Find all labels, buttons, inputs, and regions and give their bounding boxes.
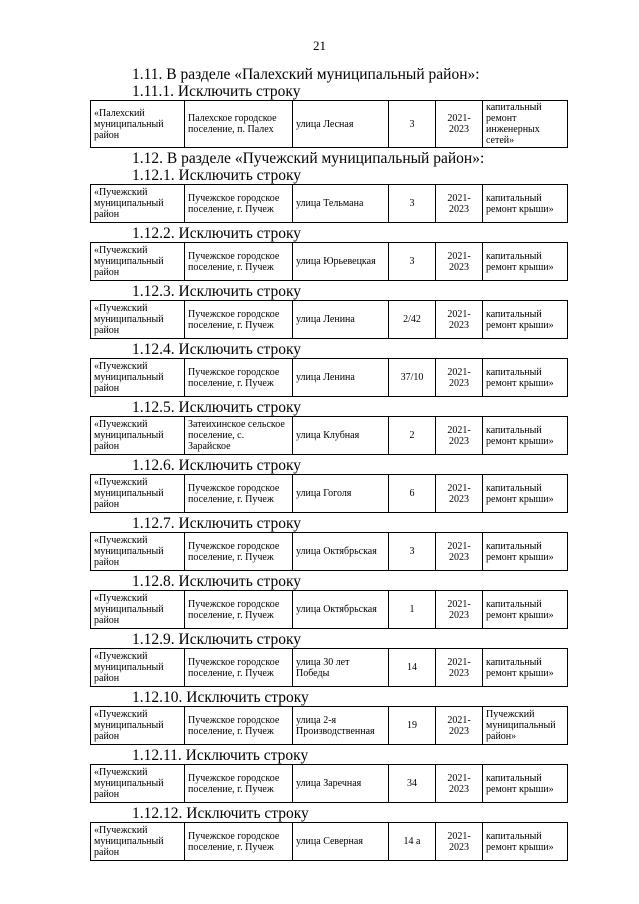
item-heading: 1.12.2. Исключить строку: [132, 225, 302, 242]
item-heading: 1.12.10. Исключить строку: [132, 689, 309, 706]
excluded-row-table: [90, 822, 568, 861]
item-heading: 1.12.12. Исключить строку: [132, 805, 309, 822]
excluded-row-table: [90, 474, 568, 513]
period-cell: 2021-2023: [436, 823, 483, 861]
street-cell: улица Лесная: [293, 101, 389, 148]
table-row: [91, 823, 568, 861]
house-number-cell: 6: [389, 475, 436, 513]
street-cell: улица 30 лет Победы: [293, 649, 389, 687]
street-cell: улица Заречная: [293, 765, 389, 803]
work-type-cell: капитальный ремонт крыши»: [483, 301, 568, 339]
work-type-cell: капитальный ремонт инженерных сетей»: [483, 101, 568, 148]
house-number-cell: 3: [389, 533, 436, 571]
settlement-cell: Пучежское городское поселение, г. Пучеж: [185, 707, 293, 745]
house-number-cell: 2/42: [389, 301, 436, 339]
district-cell: «Пучежский муниципальный район: [91, 185, 185, 223]
table-row: [91, 243, 568, 281]
street-cell: улица Ленина: [293, 359, 389, 397]
table-row: [91, 359, 568, 397]
excluded-row-table: [90, 532, 568, 571]
table-row: [91, 707, 568, 745]
section-title: 1.11. В разделе «Палехский муниципальный район»:: [132, 66, 480, 83]
item-heading: 1.12.7. Исключить строку: [132, 515, 302, 532]
settlement-cell: Пучежское городское поселение, г. Пучеж: [185, 649, 293, 687]
street-cell: улица Юрьевецкая: [293, 243, 389, 281]
work-type-cell: капитальный ремонт крыши»: [483, 243, 568, 281]
period-cell: 2021-2023: [436, 185, 483, 223]
settlement-cell: Затеихинское сельское поселение, с. Зарайское: [185, 417, 293, 455]
settlement-cell: Пучежское городское поселение, г. Пучеж: [185, 475, 293, 513]
period-cell: 2021-2023: [436, 417, 483, 455]
settlement-cell: Пучежское городское поселение, г. Пучеж: [185, 359, 293, 397]
street-cell: улица Октябрьская: [293, 533, 389, 571]
street-cell: улица 2-я Производственная: [293, 707, 389, 745]
district-cell: «Пучежский муниципальный район: [91, 359, 185, 397]
item-heading: 1.12.3. Исключить строку: [132, 283, 302, 300]
excluded-row-table: [90, 416, 568, 455]
period-cell: 2021-2023: [436, 649, 483, 687]
street-cell: улица Клубная: [293, 417, 389, 455]
house-number-cell: 14: [389, 649, 436, 687]
house-number-cell: 34: [389, 765, 436, 803]
excluded-row-table: [90, 242, 568, 281]
district-cell: «Пучежский муниципальный район: [91, 649, 185, 687]
excluded-row-table: [90, 648, 568, 687]
item-heading: 1.12.4. Исключить строку: [132, 341, 302, 358]
district-cell: «Пучежский муниципальный район: [91, 823, 185, 861]
table-row: [91, 101, 568, 148]
street-cell: улица Октябрьская: [293, 591, 389, 629]
street-cell: улица Северная: [293, 823, 389, 861]
period-cell: 2021-2023: [436, 475, 483, 513]
district-cell: «Пучежский муниципальный район: [91, 533, 185, 571]
street-cell: улица Тельмана: [293, 185, 389, 223]
item-heading: 1.12.8. Исключить строку: [132, 573, 302, 590]
table-row: [91, 649, 568, 687]
work-type-cell: капитальный ремонт крыши»: [483, 359, 568, 397]
district-cell: «Пучежский муниципальный район: [91, 707, 185, 745]
settlement-cell: Пучежское городское поселение, г. Пучеж: [185, 533, 293, 571]
work-type-cell: капитальный ремонт крыши»: [483, 533, 568, 571]
table-row: [91, 417, 568, 455]
house-number-cell: 2: [389, 417, 436, 455]
period-cell: 2021-2023: [436, 301, 483, 339]
settlement-cell: Пучежское городское поселение, г. Пучеж: [185, 591, 293, 629]
table-row: [91, 765, 568, 803]
work-type-cell: капитальный ремонт крыши»: [483, 649, 568, 687]
house-number-cell: 37/10: [389, 359, 436, 397]
district-cell: «Пучежский муниципальный район: [91, 301, 185, 339]
excluded-row-table: [90, 358, 568, 397]
house-number-cell: 3: [389, 101, 436, 148]
excluded-row-table: [90, 590, 568, 629]
settlement-cell: Пучежское городское поселение, г. Пучеж: [185, 823, 293, 861]
table-row: [91, 591, 568, 629]
work-type-cell: капитальный ремонт крыши»: [483, 475, 568, 513]
work-type-cell: капитальный ремонт крыши»: [483, 417, 568, 455]
house-number-cell: 14 а: [389, 823, 436, 861]
item-heading: 1.12.5. Исключить строку: [132, 399, 302, 416]
table-row: [91, 301, 568, 339]
period-cell: 2021-2023: [436, 707, 483, 745]
page-number: 21: [313, 38, 326, 53]
work-type-cell: капитальный ремонт крыши»: [483, 185, 568, 223]
table-row: [91, 475, 568, 513]
settlement-cell: Палехское городское поселение, п. Палех: [185, 101, 293, 148]
district-cell: «Пучежский муниципальный район: [91, 475, 185, 513]
excluded-row-table: [90, 100, 568, 148]
house-number-cell: 3: [389, 185, 436, 223]
period-cell: 2021-2023: [436, 243, 483, 281]
period-cell: 2021-2023: [436, 101, 483, 148]
district-cell: «Пучежский муниципальный район: [91, 591, 185, 629]
work-type-cell: капитальный ремонт крыши»: [483, 765, 568, 803]
work-type-cell: капитальный ремонт крыши»: [483, 591, 568, 629]
settlement-cell: Пучежское городское поселение, г. Пучеж: [185, 765, 293, 803]
document-body: [90, 66, 568, 863]
section-title: 1.12. В разделе «Пучежский муниципальный район»:: [132, 150, 485, 167]
item-heading: 1.12.1. Исключить строку: [132, 167, 302, 184]
period-cell: 2021-2023: [436, 533, 483, 571]
street-cell: улица Ленина: [293, 301, 389, 339]
item-heading: 1.12.9. Исключить строку: [132, 631, 302, 648]
period-cell: 2021-2023: [436, 359, 483, 397]
house-number-cell: 3: [389, 243, 436, 281]
item-heading: 1.12.6. Исключить строку: [132, 457, 302, 474]
district-cell: «Палехский муниципальный район: [91, 101, 185, 148]
table-row: [91, 533, 568, 571]
house-number-cell: 1: [389, 591, 436, 629]
settlement-cell: Пучежское городское поселение, г. Пучеж: [185, 243, 293, 281]
period-cell: 2021-2023: [436, 591, 483, 629]
settlement-cell: Пучежское городское поселение, г. Пучеж: [185, 185, 293, 223]
district-cell: «Пучежский муниципальный район: [91, 765, 185, 803]
table-row: [91, 185, 568, 223]
excluded-row-table: [90, 706, 568, 745]
house-number-cell: 19: [389, 707, 436, 745]
excluded-row-table: [90, 300, 568, 339]
excluded-row-table: [90, 764, 568, 803]
period-cell: 2021-2023: [436, 765, 483, 803]
settlement-cell: Пучежское городское поселение, г. Пучеж: [185, 301, 293, 339]
street-cell: улица Гоголя: [293, 475, 389, 513]
item-heading: 1.12.11. Исключить строку: [132, 747, 309, 764]
excluded-row-table: [90, 184, 568, 223]
district-cell: «Пучежский муниципальный район: [91, 417, 185, 455]
work-type-cell: Пучежский муниципальный район»: [483, 707, 568, 745]
work-type-cell: капитальный ремонт крыши»: [483, 823, 568, 861]
district-cell: «Пучежский муниципальный район: [91, 243, 185, 281]
item-heading: 1.11.1. Исключить строку: [132, 83, 301, 100]
